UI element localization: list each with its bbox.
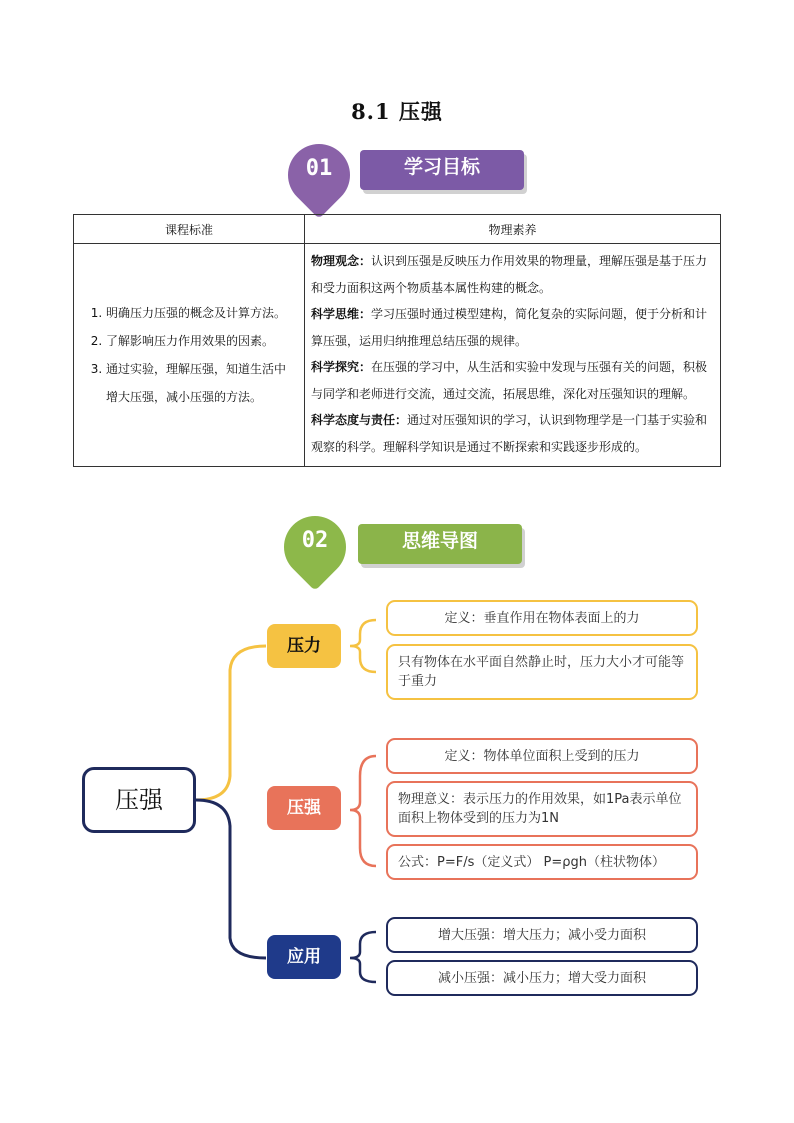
literacy-item — [311, 301, 712, 354]
literacy-text: 学习压强时通过模型建构，简化复杂的实际问题，便于分析和计算压强，运用归纳推理总结压强的规律。 — [311, 307, 708, 348]
standards-cell — [74, 244, 305, 467]
section-header-mindmap — [284, 516, 534, 576]
table-header-literacy: 物理素养 — [305, 215, 721, 244]
branch-pressure: 压强 — [267, 786, 341, 830]
leaf-pressure-meaning: 物理意义：表示压力的作用效果，如1Pa表示单位面积上物体受到的压力为1N — [386, 781, 698, 837]
literacy-item — [311, 354, 712, 407]
mind-map — [0, 580, 794, 1020]
leaf-pressure-definition: 定义：物体单位面积上受到的压力 — [386, 738, 698, 774]
literacy-label: 物理观念： — [311, 254, 372, 268]
literacy-label: 科学态度与责任： — [311, 413, 408, 427]
page-title: 8.1 压强 — [351, 99, 443, 124]
section-header-objectives — [288, 144, 528, 204]
literacy-label: 科学探究： — [311, 360, 372, 374]
section-banner: 思维导图 — [358, 524, 522, 564]
branch-application: 应用 — [267, 935, 341, 979]
leaf-pressure-formula: 公式：P=F/s（定义式） P=ρgh（柱状物体） — [386, 844, 698, 880]
list-item: 3. 通过实验，理解压强，知道生活中增大压强，减小压强的方法。 — [106, 355, 296, 411]
literacy-cell — [305, 244, 721, 467]
leaf-force-note: 只有物体在水平面自然静止时，压力大小才可能等于重力 — [386, 644, 698, 700]
standards-list — [80, 299, 296, 411]
leaf-decrease-pressure: 减小压强：减小压力；增大受力面积 — [386, 960, 698, 996]
table-header-standard: 课程标准 — [74, 215, 305, 244]
list-item: 1. 明确压力压强的概念及计算方法。 — [106, 299, 296, 327]
branch-pressure-force: 压力 — [267, 624, 341, 668]
literacy-item — [311, 248, 712, 301]
list-item: 2. 了解影响压力作用效果的因素。 — [106, 327, 296, 355]
literacy-text: 认识到压强是反映压力作用效果的物理量，理解压强是基于压力和受力面积这两个物质基本属性构建的概念。 — [311, 254, 708, 295]
literacy-item — [311, 407, 712, 460]
section-banner: 学习目标 — [360, 150, 524, 190]
curriculum-table — [73, 214, 721, 467]
table-header-row — [74, 215, 721, 244]
section-number: 02 — [301, 528, 329, 553]
literacy-label: 科学思维： — [311, 307, 372, 321]
leaf-increase-pressure: 增大压强：增大压力；减小受力面积 — [386, 917, 698, 953]
literacy-text: 通过对压强知识的学习，认识到物理学是一门基于实验和观察的科学。理解科学知识是通过不断探索和实践逐步形成的。 — [311, 413, 708, 454]
table-row — [74, 244, 721, 467]
section-number: 01 — [305, 156, 333, 181]
literacy-text: 在压强的学习中，从生活和实验中发现与压强有关的问题，积极与同学和老师进行交流，通过交流，拓展思维，深化对压强知识的理解。 — [311, 360, 708, 401]
mind-map-root: 压强 — [82, 767, 196, 833]
leaf-force-definition: 定义：垂直作用在物体表面上的力 — [386, 600, 698, 636]
